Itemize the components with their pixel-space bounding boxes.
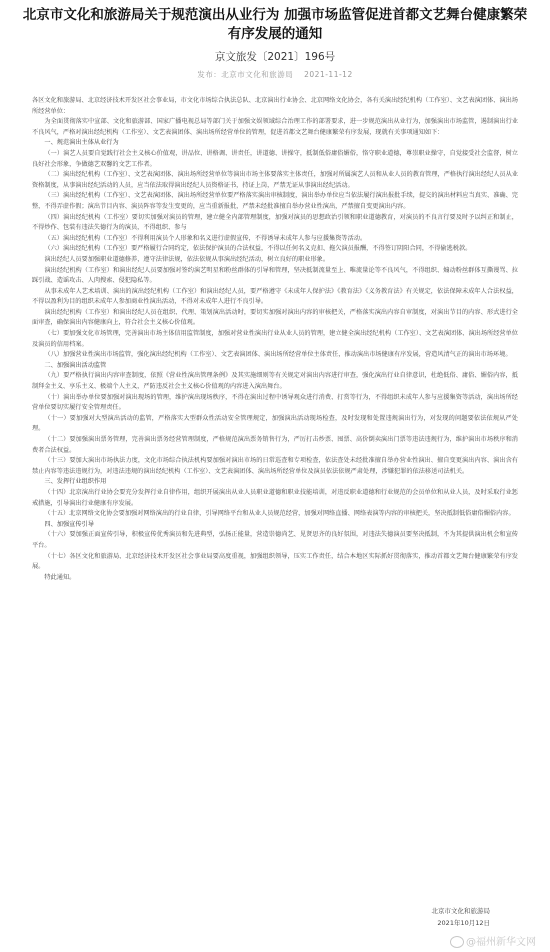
watermark <box>450 933 536 948</box>
body-paragraph: 演出经纪人员要加强职业道德修养，遵守法律法规，依法依规从事演出经纪活动，树立良好的职业形象。 <box>44 255 330 263</box>
addressee: 各区文化和旅游局、北京经济技术开发区社会事业局，市文化市场综合执法总队、北京演出行业协会、北京网络文化协会，各有关演出经纪机构（工作室）、文艺表演团体、演出场所经营单位： <box>32 97 518 115</box>
publish-label: 发布：北京市文化和旅游局 <box>197 70 294 79</box>
body-paragraph: 演出经纪机构（工作室）和演出经纪人员要加强对签约演艺明星和粉丝群体的引导和管理，坚决抵制流量至上、唯流量论等不良风气，不得组织、煽动粉丝群体互撕谩骂、拉踩引战、造谣攻击、人肉搜索、侵犯隐私等。 <box>32 266 518 285</box>
body-paragraph: 从事未成年人艺术培训、演出的演出经纪机构（工作室）和演出经纪人员，要严格遵守《未成年人保护法》《教育法》《义务教育法》有关规定，依法保障未成年人合法权益，不得以盈利为目的组织未成年人参加商业性演出活动，不得对未成年人进行不良引导。 <box>32 287 518 306</box>
body-paragraph: （十二）要加强演出票务管理，完善演出票务经营管理制度，严格规范演出票务销售行为，严厉打击炒票、囤票、高价倒卖演出门票等违法违规行为，维护演出市场秩序和消费者合法权益。 <box>32 436 518 454</box>
body-paragraph: （十六）要加强正面宣传引导，积极宣传优秀演员和先进典型，弘扬正能量，营造崇德尚艺、见贤思齐的良好氛围，对违法失德演员要坚决抵制，不为其提供演出机会和宣传平台。 <box>32 531 518 549</box>
body-paragraph: （九）要严格执行演出内容审查制度，依照《营业性演出管理条例》及其实施细则等有关规定对演出内容进行审查，强化演出行业自律意识，杜绝低俗、庸俗、媚俗内容，抵制拜金主义、享乐主义、极端个人主义，严防违反社会主义核心价值观的内容进入演出舞台。 <box>32 372 518 391</box>
body-paragraph: 特此通知。 <box>44 573 76 581</box>
body-paragraph: （三）演出经纪机构（工作室）、文艺表演团体、演出场所经营单位要严格落实演出审核制度，演出举办单位应当依法履行演出报批手续，提交的演出材料应当真实、准确、完整，不得弄虚作假；演出节目内容、演员阵容等发生变更的，应当重新报批，严禁未经批准擅自举办营业性演出，严禁擅自变更演出内容。 <box>32 192 518 210</box>
section-heading: 四、加强宣传引导 <box>44 520 94 528</box>
signature-block <box>432 905 491 929</box>
body-paragraph: （四）演出经纪机构（工作室）要切实加强对演员的管理，建立健全内部管理制度，加强对演员的思想政治引领和职业道德教育，对演员的不良言行要及时予以纠正和制止，不得炒作、包装有违法失德行为的演员，不得组织、参与 <box>32 213 518 232</box>
document-number: 京文旅发〔2021〕196号 <box>214 51 336 63</box>
section-heading: 二、加强演出活动监管 <box>44 361 107 369</box>
body-paragraph: （一）演艺人员要自觉践行社会主义核心价值观，讲品位、讲格调、讲责任，讲道德、讲操守，抵制低俗庸俗媚俗，恪守职业道德，尊崇职业操守，自觉接受社会监督，树立良好社会形象，争做德艺双馨的文艺工作者。 <box>32 149 518 168</box>
body-paragraph: 为全面贯彻落实中宣部、文化和旅游部、国家广播电视总局等部门关于加强文娱领域综合治理工作的部署要求，进一步规范演出从业行为，加强演出市场监管，遏制演出行业不良风气，严格对演出经纪机构（工作室）、文艺表演团体、演出场所经营单位的管理，促进首都文艺舞台健康繁荣有序发展，现就有关事项通知如下： <box>32 118 518 136</box>
body-paragraph: （十五）北京网络文化协会要加强对网络演出的行业自律，引导网络平台和从业人员规范经营，加强对网络直播、网络表演等内容的审核把关，坚决抵制低俗庸俗媚俗内容。 <box>44 510 515 518</box>
body-paragraph: （八）加强营业性演出市场监管，强化演出经纪机构（工作室）、文艺表演团体、演出场所经营单位主体责任，推动演出市场健康有序发展，营造风清气正的演出市场环境。 <box>44 351 512 359</box>
publish-meta <box>0 69 550 80</box>
body-paragraph: （十四）北京演出行业协会要充分发挥行业自律作用，组织开展演出从业人员职业道德和职业技能培训，对违反职业道德和行业规范的会员单位和从业人员，及时采取行业惩戒措施，引导演出行业健康有序发展。 <box>32 488 518 507</box>
page-title: 北京市文化和旅游局关于规范演出从业行为 加强市场监管促进首都文艺舞台健康繁荣有序发展的通知 <box>22 7 528 42</box>
watermark-text: @福州新华文网 <box>466 937 536 948</box>
section-heading: 一、规范演出主体从业行为 <box>44 139 119 147</box>
publish-date: 2021-11-12 <box>304 70 353 79</box>
signature-org: 北京市文化和旅游局 <box>431 907 490 915</box>
weibo-icon <box>450 936 464 948</box>
body-paragraph: （十）演出举办单位要加强对演出现场的管理，维护演出现场秩序，不得在演出过程中诱导观众进行消费、打赏等行为，不得组织未成年人参与应援集资等活动，演出场所经营单位要切实履行安全管理责任。 <box>32 393 518 412</box>
document-body <box>32 96 518 583</box>
body-paragraph: （五）演出经纪机构（工作室）不得利用演员个人形象和名义进行虚假宣传，不得诱导未成年人参与应援集资等活动。 <box>44 234 367 242</box>
body-paragraph: （十七）各区文化和旅游局、北京经济技术开发区社会事业局要高度重视，加强组织领导，压实工作责任，结合本地区实际抓好贯彻落实，推动首都文艺舞台健康繁荣有序发展。 <box>32 552 518 571</box>
body-paragraph: 演出经纪机构（工作室）和演出经纪人员在组织、代理、策划演出活动时，要切实加强对演出内容的审核把关，严格落实演出内容自审制度，对演出节目的内容、形式进行全面审查，确保演出内容健康向上，符合社会主义核心价值观。 <box>32 308 518 327</box>
body-paragraph: （十三）要加大演出市场执法力度，文化市场综合执法机构要加强对演出市场的日常巡查和专项检查，依法查处未经批准擅自举办营业性演出、擅自变更演出内容、演出含有禁止内容等违法违规行为，对违法违规的演出经纪机构（工作室）、文艺表演团体、演出场所经营单位及演员依法依规严肃处理，涉嫌犯罪的依法移送司法机关。 <box>32 457 518 475</box>
body-paragraph: （六）演出经纪机构（工作室）要严格履行合同约定，依法保护演员的合法权益，不得以任何名义克扣、拖欠演员报酬，不得签订阴阳合同，不得偷逃税款。 <box>44 245 472 253</box>
body-paragraph: （十一）要加强对大型演出活动的监管，严格落实大型群众性活动安全管理规定，加强演出活动现场检查，及时发现和处置违规演出行为，对发现的问题要依法依规从严处理。 <box>32 414 518 433</box>
body-paragraph: （二）演出经纪机构（工作室）、文艺表演团体、演出场所经营单位等演出市场主体要落实主体责任，加强对所属演艺人员和从业人员的教育管理，严格执行演出经纪人员从业资格制度，从事演出经纪活动的人员，应当依法取得演出经纪人员资格证书，持证上岗，严禁无证从事演出经纪活动。 <box>32 171 518 189</box>
body-paragraph: （七）要加强文化市场管理，完善演出市场主体信用监管制度，加强对营业性演出行业从业人员的管理，建立健全演出经纪机构（工作室）、文艺表演团体、演出场所经营单位及演员的信用档案。 <box>32 330 518 348</box>
signature-date: 2021年10月12日 <box>437 919 490 927</box>
section-heading: 三、发挥行业组织作用 <box>44 478 107 486</box>
